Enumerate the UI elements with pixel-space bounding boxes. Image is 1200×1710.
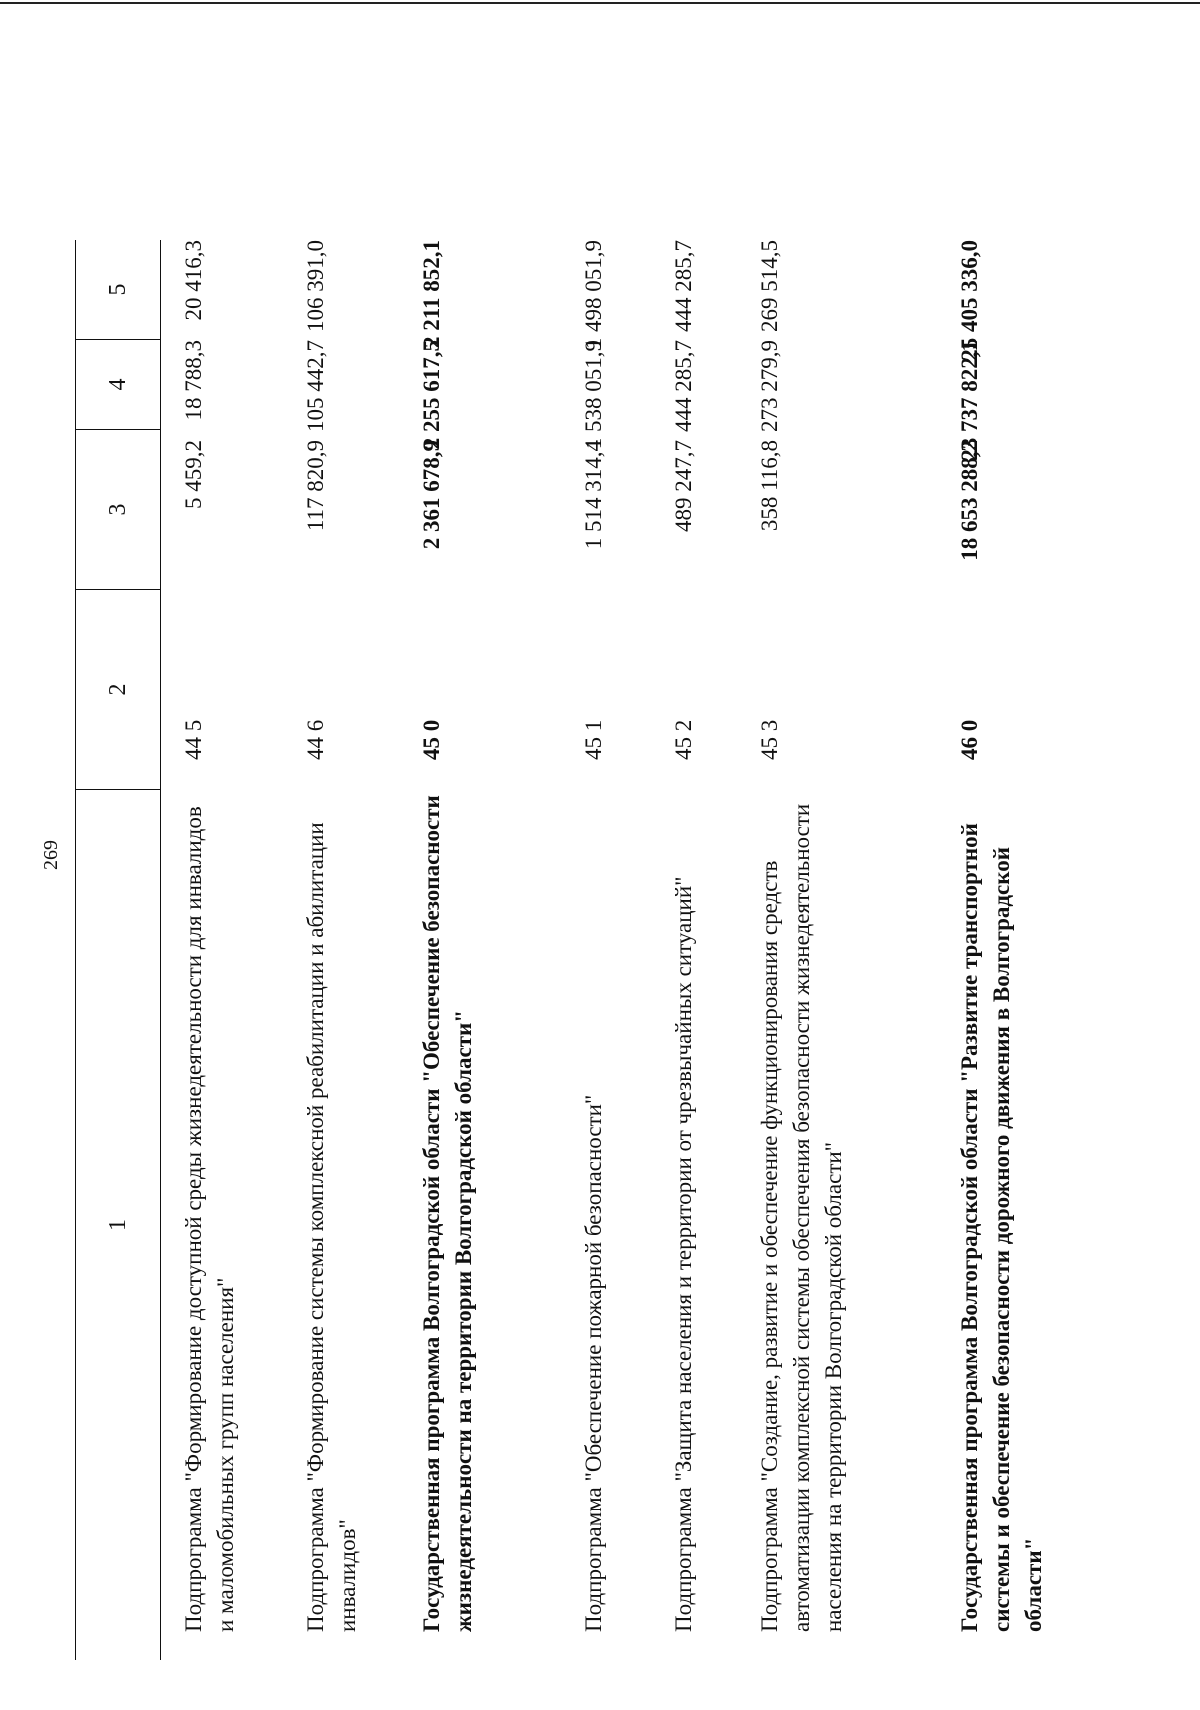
- program-name-cell: Подпрограмма "Формирование системы комплексной реабилитации и абилитации инвалидов": [303, 822, 360, 1632]
- amount-col-5-cell: 269 514,5: [757, 240, 782, 332]
- amount-col-3-cell: 1 514 314,4: [581, 440, 606, 550]
- program-code-cell: 46 0: [957, 719, 982, 760]
- header-col-4: 4: [76, 340, 160, 430]
- amount-col-5-cell: 106 391,0: [303, 240, 328, 332]
- header-col-2: 2: [76, 590, 160, 790]
- header-col-3: 3: [76, 430, 160, 590]
- program-name-cell: Подпрограмма "Обеспечение пожарной безопасности": [581, 1094, 606, 1632]
- amount-col-5-cell: 2 211 852,1: [419, 240, 444, 348]
- program-name-cell: Подпрограмма "Формирование доступной среды жизнедеятельности для инвалидов и маломобильных групп населения": [181, 806, 238, 1632]
- amount-col-3-cell: 489 247,7: [671, 440, 696, 532]
- amount-col-3-cell: 18 653 288,2: [957, 440, 982, 561]
- amount-col-5-cell: 444 285,7: [671, 240, 696, 332]
- amount-col-5-cell: 20 416,3: [181, 240, 206, 321]
- program-name-cell: Подпрограмма "Защита населения и территории от чрезвычайных ситуаций": [671, 876, 696, 1632]
- amount-col-5-cell: 1 498 051,9: [581, 240, 606, 350]
- amount-col-5-cell: 25 405 336,0: [957, 240, 982, 361]
- amount-col-4-cell: 23 737 822,1: [957, 340, 982, 461]
- amount-col-4-cell: 1 538 051,9: [581, 340, 606, 450]
- amount-col-3-cell: 358 116,8: [757, 440, 782, 532]
- page-number: 269: [40, 840, 62, 870]
- header-col-5: 5: [76, 240, 160, 340]
- header-col-1: 1: [104, 1219, 131, 1231]
- amount-col-4-cell: 2 255 617,5: [419, 340, 444, 450]
- table-header: [75, 240, 161, 1660]
- amount-col-4-cell: 273 279,9: [757, 340, 782, 432]
- program-code-cell: 44 6: [303, 719, 328, 760]
- program-code-cell: 45 2: [671, 719, 696, 760]
- amount-col-4-cell: 18 788,3: [181, 340, 206, 421]
- amount-col-3-cell: 2 361 678,9: [419, 440, 444, 550]
- amount-col-4-cell: 105 442,7: [303, 340, 328, 432]
- program-name-cell: Государственная программа Волгоградской области "Обеспечение безопасности жизнедеятельности на территории Волгоградской области": [419, 795, 476, 1632]
- program-code-cell: 45 3: [757, 719, 782, 760]
- amount-col-3-cell: 117 820,9: [303, 440, 328, 532]
- program-name-cell: Государственная программа Волгоградской области "Развитие транспортной системы и обеспечение безопасности дорожного движения в Волгоградской области": [957, 823, 1046, 1632]
- program-code-cell: 45 0: [419, 719, 444, 760]
- program-code-cell: 44 5: [181, 719, 206, 760]
- amount-col-4-cell: 444 285,7: [671, 340, 696, 432]
- program-name-cell: Подпрограмма "Создание, развитие и обеспечение функционирования средств автоматизации комплексной системы обеспечения безопасности жизнедеятельности населения на территории Волгоградской области": [757, 803, 846, 1632]
- amount-col-3-cell: 5 459,2: [181, 440, 206, 509]
- program-code-cell: 45 1: [581, 719, 606, 760]
